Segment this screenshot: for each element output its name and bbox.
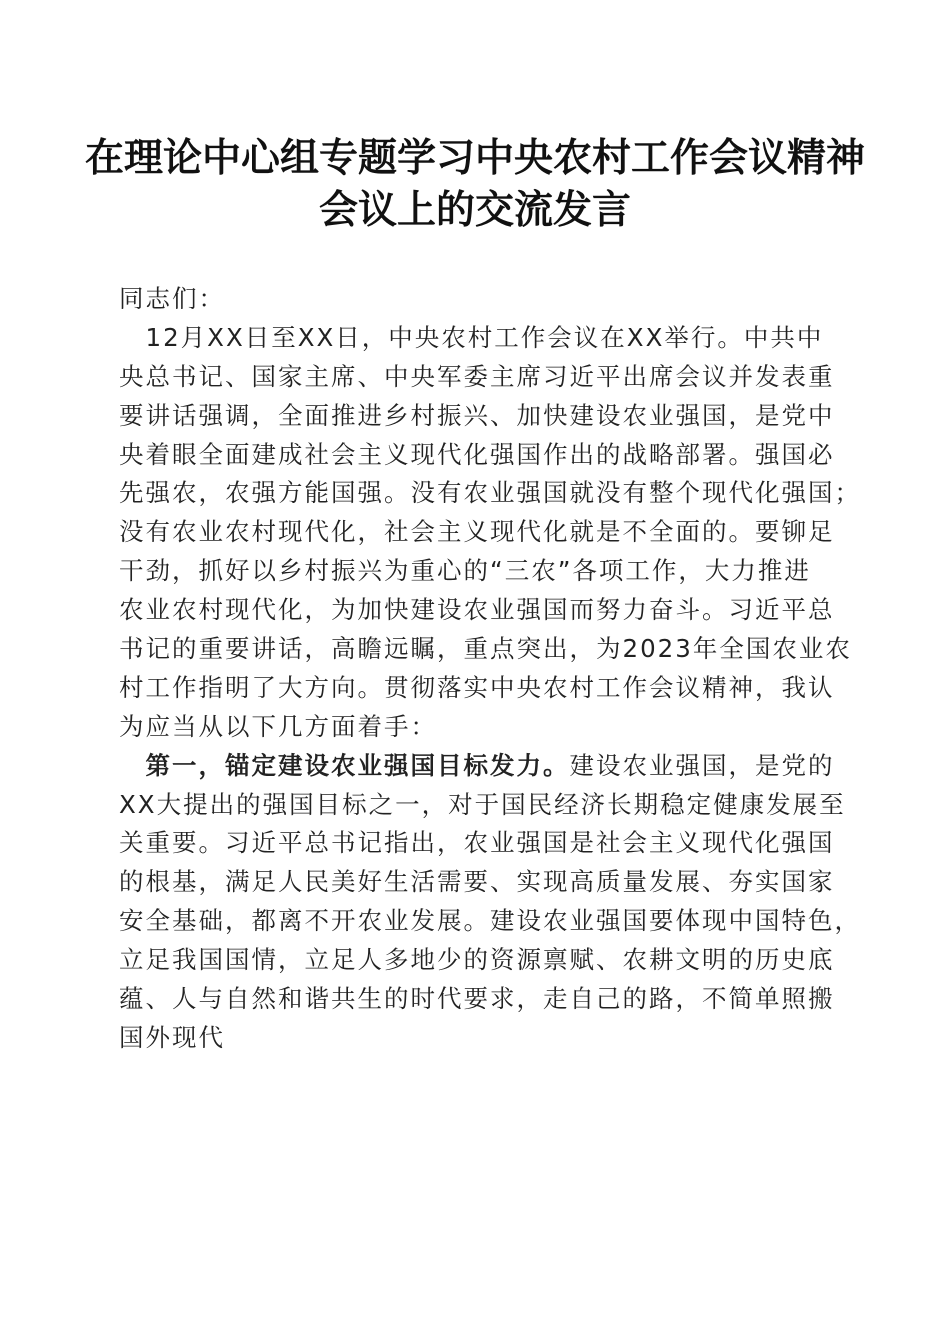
- paragraph-line: 蕴、人与自然和谐共生的时代要求，走自己的路，不简单照搬: [119, 984, 835, 1014]
- paragraph-first-line: [119, 747, 837, 786]
- paragraph-line: 央着眼全面建成社会主义现代化强国作出的战略部署。强国必: [119, 439, 835, 469]
- document-title: [60, 132, 890, 236]
- title-line-1: 在理论中心组专题学习中央农村工作会议精神: [84, 135, 865, 181]
- section-heading: 第一，锚定建设农业强国目标发力。: [119, 750, 570, 780]
- document-body: [119, 280, 861, 1058]
- title-line-2: 会议上的交流发言: [318, 187, 631, 233]
- paragraph-1: [119, 319, 861, 747]
- section-text: 建设农业强国，是党的: [569, 750, 835, 780]
- paragraph-line: 为应当从以下几方面着手：: [119, 711, 437, 741]
- paragraph-line: 要讲话强调，全面推进乡村振兴、加快建设农业强国，是党中: [119, 400, 835, 430]
- paragraph-line: 书记的重要讲话，高瞻远瞩，重点突出，为2023年全国农业农: [119, 634, 852, 664]
- paragraph-line: 央总书记、国家主席、中央军委主席习近平出席会议并发表重: [119, 361, 835, 391]
- paragraph-line: 村工作指明了大方向。贯彻落实中央农村工作会议精神，我认: [119, 672, 835, 702]
- paragraph-line: 立足我国国情，立足人多地少的资源禀赋、农耕文明的历史底: [119, 945, 835, 975]
- paragraph-line: 关重要。习近平总书记指出，农业强国是社会主义现代化强国: [119, 828, 835, 858]
- paragraph-2: [119, 747, 861, 1058]
- paragraph-line: 农业农村现代化，为加快建设农业强国而努力奋斗。习近平总: [119, 595, 835, 625]
- salutation: 同志们：: [119, 284, 225, 313]
- paragraph-line: 先强农，农强方能国强。没有农业强国就没有整个现代化强国；: [119, 478, 861, 508]
- paragraph-line: 的根基，满足人民美好生活需要、实现高质量发展、夯实国家: [119, 867, 835, 897]
- paragraph-line: 干劲，抓好以乡村振兴为重心的“三农”各项工作，大力推进: [119, 556, 811, 586]
- paragraph-line: 12月XX日至XX日，中央农村工作会议在XX举行。中共中: [119, 322, 824, 352]
- paragraph-line: 没有农业农村现代化，社会主义现代化就是不全面的。要铆足: [119, 517, 835, 547]
- paragraph-line: 国外现代: [119, 1022, 225, 1052]
- paragraph-line: 安全基础，都离不开农业发展。建设农业强国要体现中国特色，: [119, 906, 861, 936]
- paragraph-line: XX大提出的强国目标之一，对于国民经济长期稳定健康发展至: [119, 789, 846, 819]
